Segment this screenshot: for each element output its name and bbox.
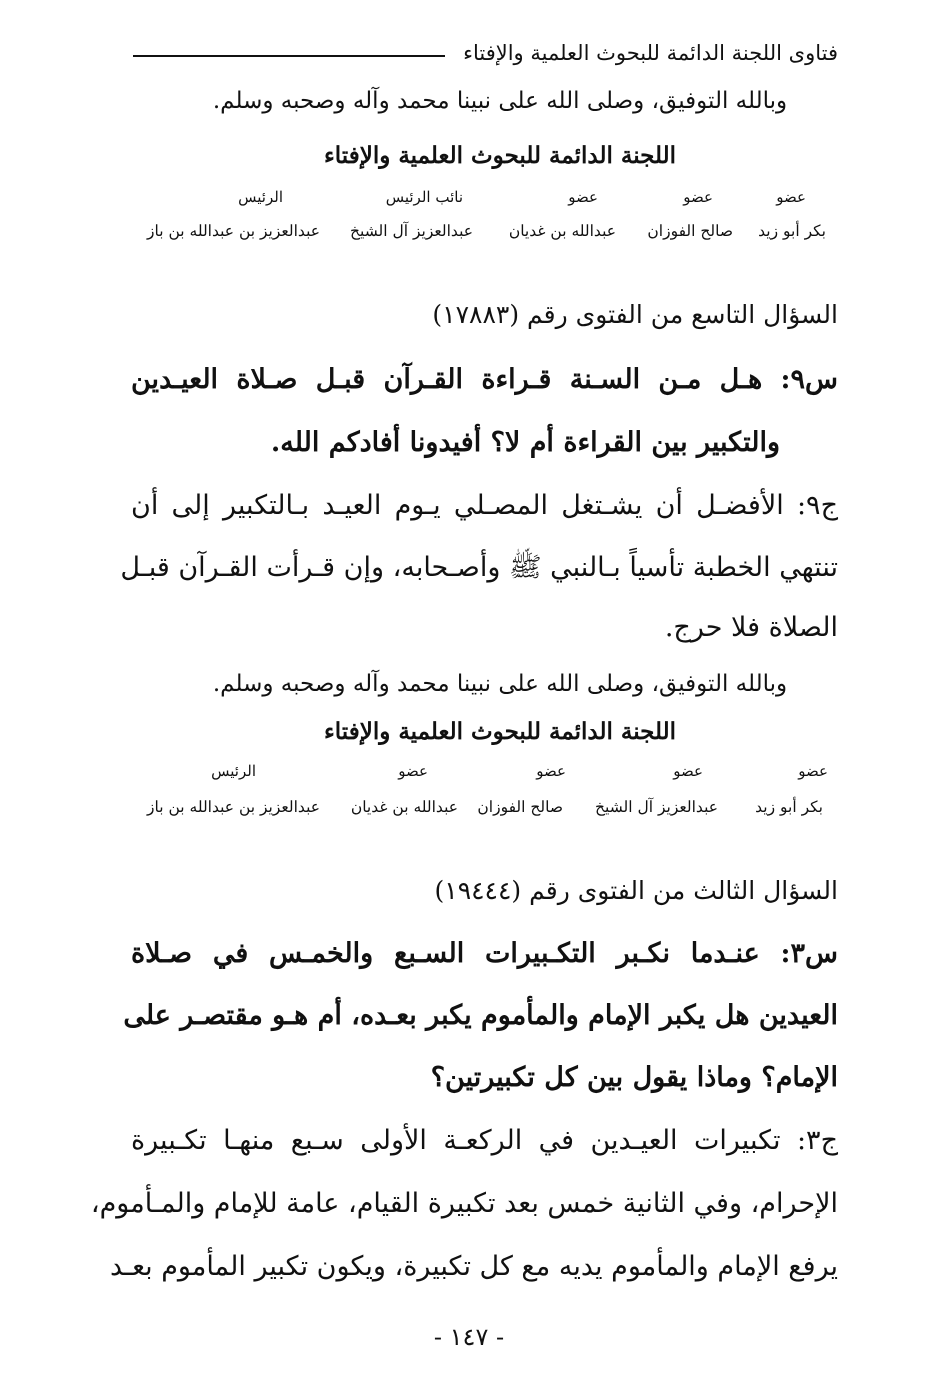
signatory-name: صالح الفوزان [647, 222, 733, 240]
signatory-name: صالح الفوزان [477, 798, 563, 816]
closing-line: وبالله التوفيق، وصلى الله على نبينا محمد وآله وصحبه وسلم. [212, 88, 788, 114]
answer-line: ج٣: تكبيرات العيـدين في الركعـة الأولى سـبع منهـا تكـبيرة [131, 1125, 838, 1156]
signatory-role: عضو [673, 762, 703, 780]
answer-line: تنتهي الخطبة تأسياً بـالنبي ﷺ وأصـحابه، وإن قـرأت القـرآن قبـل [120, 552, 838, 583]
signatory-role: الرئيس [211, 762, 256, 780]
signatory-role: عضو [398, 762, 428, 780]
signatory-role: عضو [798, 762, 828, 780]
answer-line: يرفع الإمام والمأموم يديه مع كل تكبيرة، ويكون تكبير المأموم بعـد [109, 1251, 838, 1282]
question-line: والتكبير بين القراءة أم لا؟ أفيدونا أفادكم الله. [270, 427, 780, 458]
signatory-role: الرئيس [238, 188, 283, 206]
signatory-name: بكر أبو زيد [755, 798, 823, 816]
committee-name: اللجنة الدائمة للبحوث العلمية والإفتاء [323, 142, 677, 169]
fatwa-heading: السؤال الثالث من الفتوى رقم (١٩٤٤٤) [434, 876, 838, 905]
signatory-name: عبدالعزيز آل الشيخ [350, 222, 473, 240]
closing-line: وبالله التوفيق، وصلى الله على نبينا محمد وآله وصحبه وسلم. [212, 671, 788, 697]
signatory-name: بكر أبو زيد [758, 222, 826, 240]
question-line: س٩: هـل مـن السـنة قـراءة القـرآن قبـل صـلاة العيـدين [131, 364, 838, 395]
signatory-name: عبدالله بن غديان [508, 222, 616, 240]
signatory-names [0, 222, 938, 248]
running-title: فتاوى اللجنة الدائمة للبحوث العلمية والإفتاء [463, 41, 838, 65]
signatory-roles [0, 188, 938, 214]
signatory-role: عضو [776, 188, 806, 206]
signatory-role: عضو [683, 188, 713, 206]
signatory-roles [0, 762, 938, 788]
answer-line: ج٩: الأفضـل أن يشـتغل المصـلي يـوم العيـد بـالتكبير إلى أن [131, 490, 838, 521]
signatory-name: عبدالعزيز آل الشيخ [595, 798, 718, 816]
question-line: العيدين هل يكبر الإمام والمأموم يكبر بعـده، أم هـو مقتصـر على [123, 1000, 838, 1031]
question-line: الإمام؟ وماذا يقول بين كل تكبيرتين؟ [430, 1062, 838, 1093]
signatory-name: عبدالعزيز بن عبدالله بن باز [147, 222, 320, 240]
signatory-name: عبدالله بن غديان [350, 798, 458, 816]
signatory-role: عضو [568, 188, 598, 206]
signatory-names [0, 798, 938, 824]
signatory-name: عبدالعزيز بن عبدالله بن باز [147, 798, 320, 816]
signatory-role: عضو [536, 762, 566, 780]
answer-line: الإحرام، وفي الثانية خمس بعد تكبيرة القيام، عامة للإمام والمـأموم، [90, 1188, 838, 1219]
fatwa-heading: السؤال التاسع من الفتوى رقم (١٧٨٨٣) [432, 300, 838, 329]
running-header [133, 35, 838, 75]
signatory-role: نائب الرئيس [385, 188, 463, 206]
answer-line: الصلاة فلا حرج. [664, 612, 838, 643]
committee-name: اللجنة الدائمة للبحوث العلمية والإفتاء [323, 718, 677, 745]
page-number: - ١٤٧ - [433, 1323, 505, 1351]
question-line: س٣: عنـدما نكـبر التكـبيرات السـبع والخمـس في صـلاة [131, 938, 838, 969]
header-rule [133, 55, 445, 57]
